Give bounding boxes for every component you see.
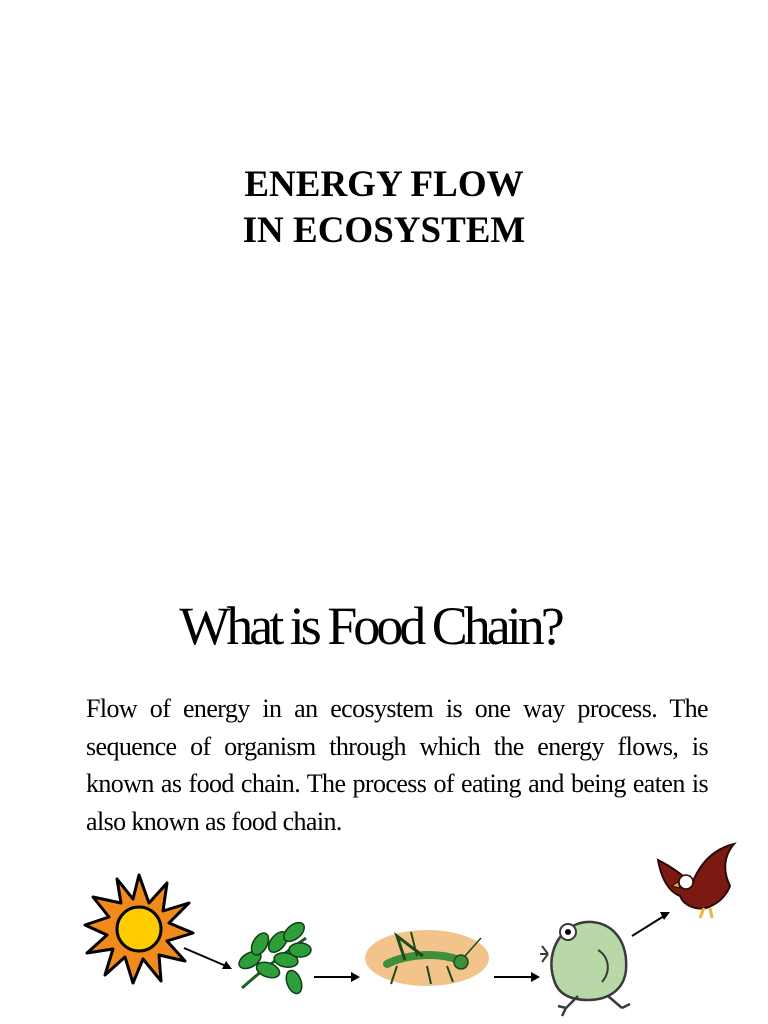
slide-2-title: What is Food Chain?	[179, 596, 561, 656]
arrow-icon	[632, 912, 670, 936]
title-line-1: ENERGY FLOW	[244, 164, 524, 205]
arrow-icon	[494, 972, 540, 982]
food-chain-diagram	[0, 830, 768, 1024]
title-line-2: IN ECOSYSTEM	[242, 210, 526, 251]
frog-icon	[540, 922, 630, 1016]
sun-icon	[85, 875, 193, 983]
eagle-icon	[658, 844, 734, 918]
grasshopper-icon	[365, 930, 489, 986]
slide-2	[0, 512, 768, 1024]
arrow-icon	[314, 972, 360, 982]
slide-2-body: Flow of energy in an ecosystem is one way process. The sequence of organism through which the energy flows, is known as food chain. The process of eating and being eaten is also known as food chain.	[86, 694, 708, 836]
arrow-icon	[184, 948, 232, 969]
leaf-icon	[236, 919, 311, 996]
slide-1-title	[0, 162, 768, 254]
